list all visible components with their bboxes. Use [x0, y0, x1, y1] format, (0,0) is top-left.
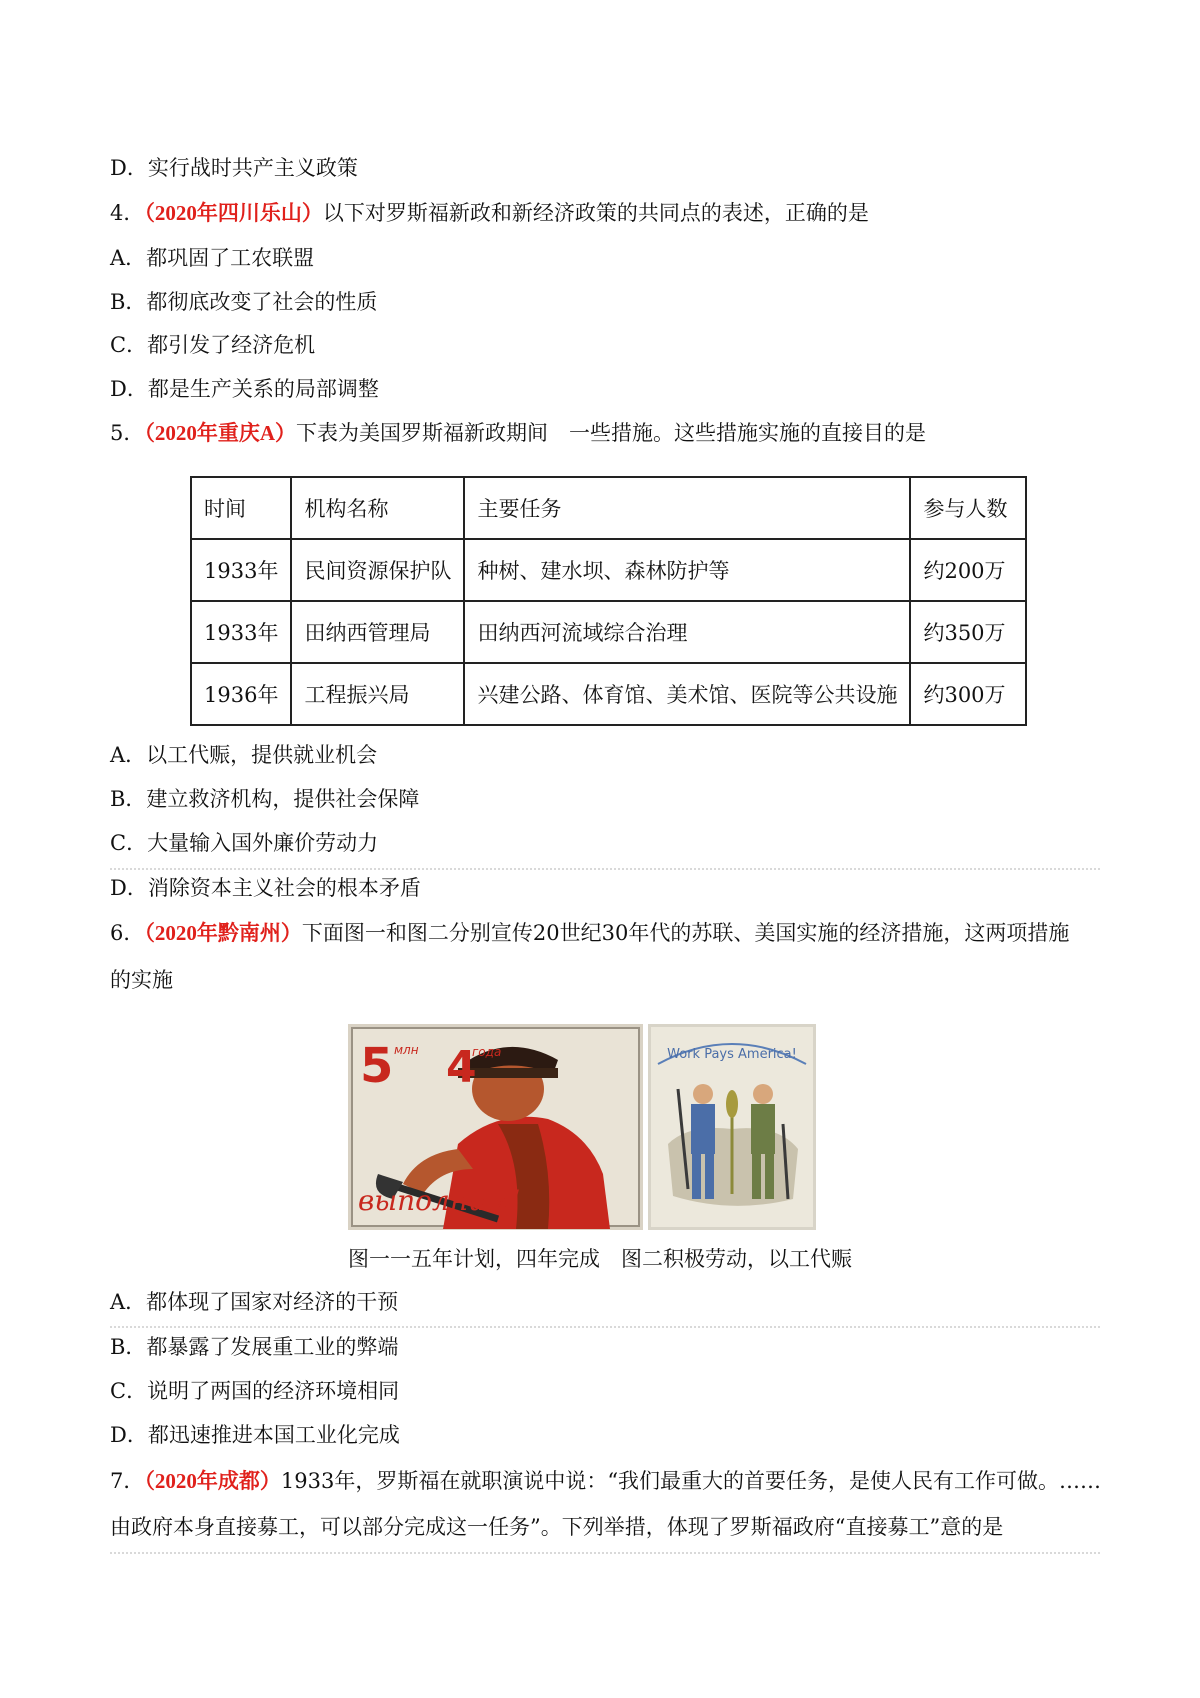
figure-caption: 图一一五年计划，四年完成 图二积极劳动，以工代赈: [348, 1247, 852, 1271]
q5-number: 5．: [110, 421, 145, 445]
table-header-cell: 参与人数: [910, 477, 1026, 539]
q6-source: （2020年黔南州）: [144, 921, 302, 945]
table-row: [191, 663, 1026, 725]
q6-option-c: C．说明了两国的经济环境相同: [110, 1379, 400, 1403]
q6-stem: 下面图一和图二分别宣传20世纪30年代的苏联、美国实施的经济措施，这两项措施: [301, 921, 1070, 945]
table-cell: 1936年: [191, 663, 291, 725]
table-cell: 民间资源保护队: [291, 539, 464, 601]
poster1-text-mln: млн: [394, 1043, 419, 1057]
q7-stem-line1: [110, 1466, 1101, 1496]
table-header-cell: 机构名称: [291, 477, 464, 539]
table-cell: 1933年: [191, 539, 291, 601]
poster1-slogan: выполним!: [358, 1184, 521, 1217]
table-cell: 田纳西管理局: [291, 601, 464, 663]
dotted-divider: [110, 1326, 1100, 1328]
poster1-number-4: 4: [446, 1042, 477, 1093]
q6-stem-line2: 的实施: [110, 968, 173, 992]
q6-option-d: D．都迅速推进本国工业化完成: [110, 1423, 400, 1447]
dotted-divider: [110, 868, 1100, 870]
table-cell: 约350万: [910, 601, 1026, 663]
q3-option-d: D．实行战时共产主义政策: [110, 156, 358, 180]
table-header-cell: 时间: [191, 477, 291, 539]
q7-source: （2020年成都）: [144, 1469, 281, 1493]
q7-stem-line2: 由政府本身直接募工，可以部分完成这一任务”。下列举措，体现了罗斯福政府“直接募工”意的是: [110, 1515, 1004, 1539]
poster2-slogan: Work Pays America!: [667, 1047, 797, 1062]
table-cell: 约300万: [910, 663, 1026, 725]
q6-number: 6．: [110, 921, 145, 945]
table-cell: 约200万: [910, 539, 1026, 601]
poster-five-year-plan: [348, 1024, 643, 1234]
q4-number: 4．: [110, 201, 145, 225]
q4-source: （2020年四川乐山）: [144, 201, 323, 225]
dotted-divider: [110, 1552, 1100, 1554]
table-row: [191, 601, 1026, 663]
table-header-row: [191, 477, 1026, 539]
table-header-cell: 主要任务: [464, 477, 910, 539]
table-cell: 兴建公路、体育馆、美术馆、医院等公共设施: [464, 663, 910, 725]
q5-table: [190, 476, 1027, 726]
q7-stem: 1933年，罗斯福在就职演说中说：“我们最重大的首要任务，是使人民有工作可做。……: [280, 1469, 1102, 1493]
q4-option-a: A．都巩固了工农联盟: [110, 246, 315, 270]
q5-option-a: A．以工代赈，提供就业机会: [110, 743, 378, 767]
poster1-text-goda: года: [472, 1045, 502, 1059]
q6-option-b: B．都暴露了发展重工业的弊端: [110, 1335, 399, 1359]
table-cell: 1933年: [191, 601, 291, 663]
q5-option-b: B．建立救济机构，提供社会保障: [110, 787, 420, 811]
q4-option-c: C．都引发了经济危机: [110, 333, 316, 357]
table-cell: 工程振兴局: [291, 663, 464, 725]
table-cell: 田纳西河流域综合治理: [464, 601, 910, 663]
q4-option-b: B．都彻底改变了社会的性质: [110, 290, 378, 314]
table-row: [191, 539, 1026, 601]
poster-work-pays-america: [648, 1024, 816, 1234]
poster1-number-5: 5: [360, 1038, 394, 1094]
table-cell: 种树、建水坝、森林防护等: [464, 539, 910, 601]
q4-stem: 以下对罗斯福新政和新经济政策的共同点的表述，正确的是: [322, 201, 869, 225]
q4-stem-line: [110, 198, 869, 228]
q6-option-a: A．都体现了国家对经济的干预: [110, 1290, 399, 1314]
q5-stem-line: [110, 418, 926, 448]
q5-source: （2020年重庆A）: [144, 421, 297, 445]
q6-stem-line1: [110, 918, 1069, 948]
q5-option-d: D．消除资本主义社会的根本矛盾: [110, 876, 421, 900]
q5-stem: 下表为美国罗斯福新政期间 一些措施。这些措施实施的直接目的是: [296, 421, 927, 445]
q7-number: 7．: [110, 1469, 145, 1493]
q5-option-c: C．大量输入国外廉价劳动力: [110, 831, 379, 855]
q4-option-d: D．都是生产关系的局部调整: [110, 377, 379, 401]
